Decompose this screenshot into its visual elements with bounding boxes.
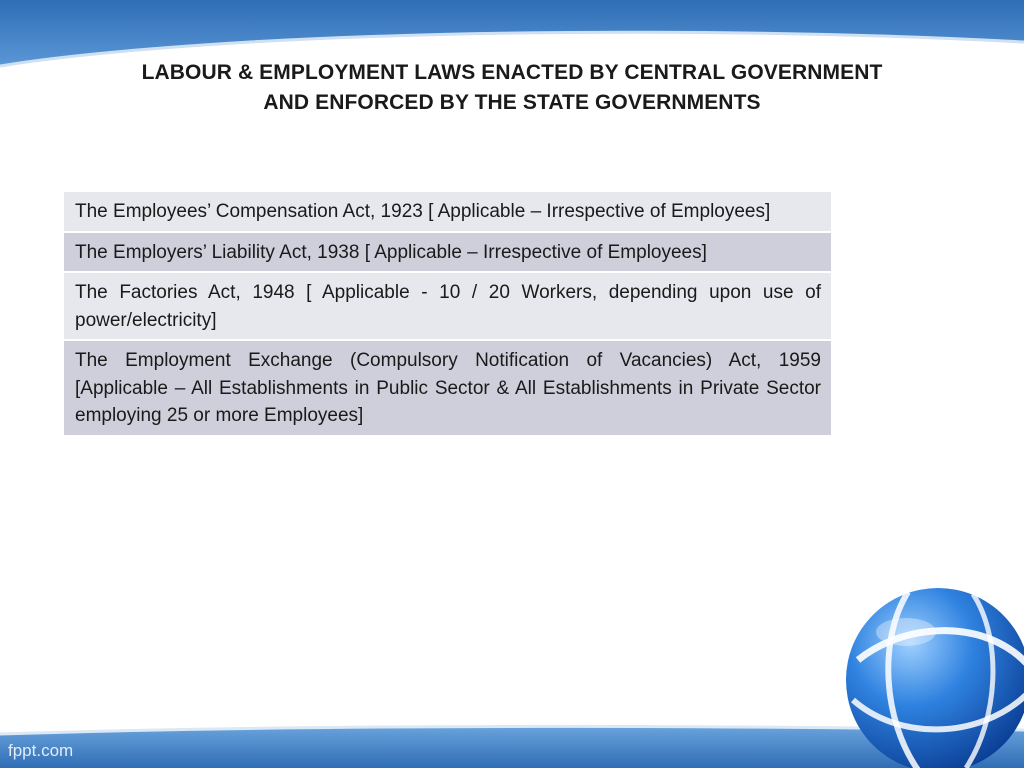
law-row: The Employment Exchange (Compulsory Notification of Vacancies) Act, 1959 [Applicable – All Establishments in Public Sector & All Establishments in Private Sector employing 25 or more Employees] xyxy=(64,341,831,437)
law-row: The Employees’ Compensation Act, 1923 [ Applicable – Irrespective of Employees] xyxy=(64,192,831,233)
title-line-1: LABOUR & EMPLOYMENT LAWS ENACTED BY CENTRAL GOVERNMENT xyxy=(141,61,883,84)
law-row: The Employers’ Liability Act, 1938 [ Applicable – Irrespective of Employees] xyxy=(64,233,831,274)
law-row: The Factories Act, 1948 [ Applicable - 10 / 20 Workers, depending upon use of power/electricity] xyxy=(64,273,831,341)
title-line-2: AND ENFORCED BY THE STATE GOVERNMENTS xyxy=(263,91,761,114)
slide-title xyxy=(40,58,984,118)
laws-table xyxy=(64,192,831,437)
globe-icon xyxy=(838,580,1024,768)
watermark-text: fppt.com xyxy=(8,741,74,760)
